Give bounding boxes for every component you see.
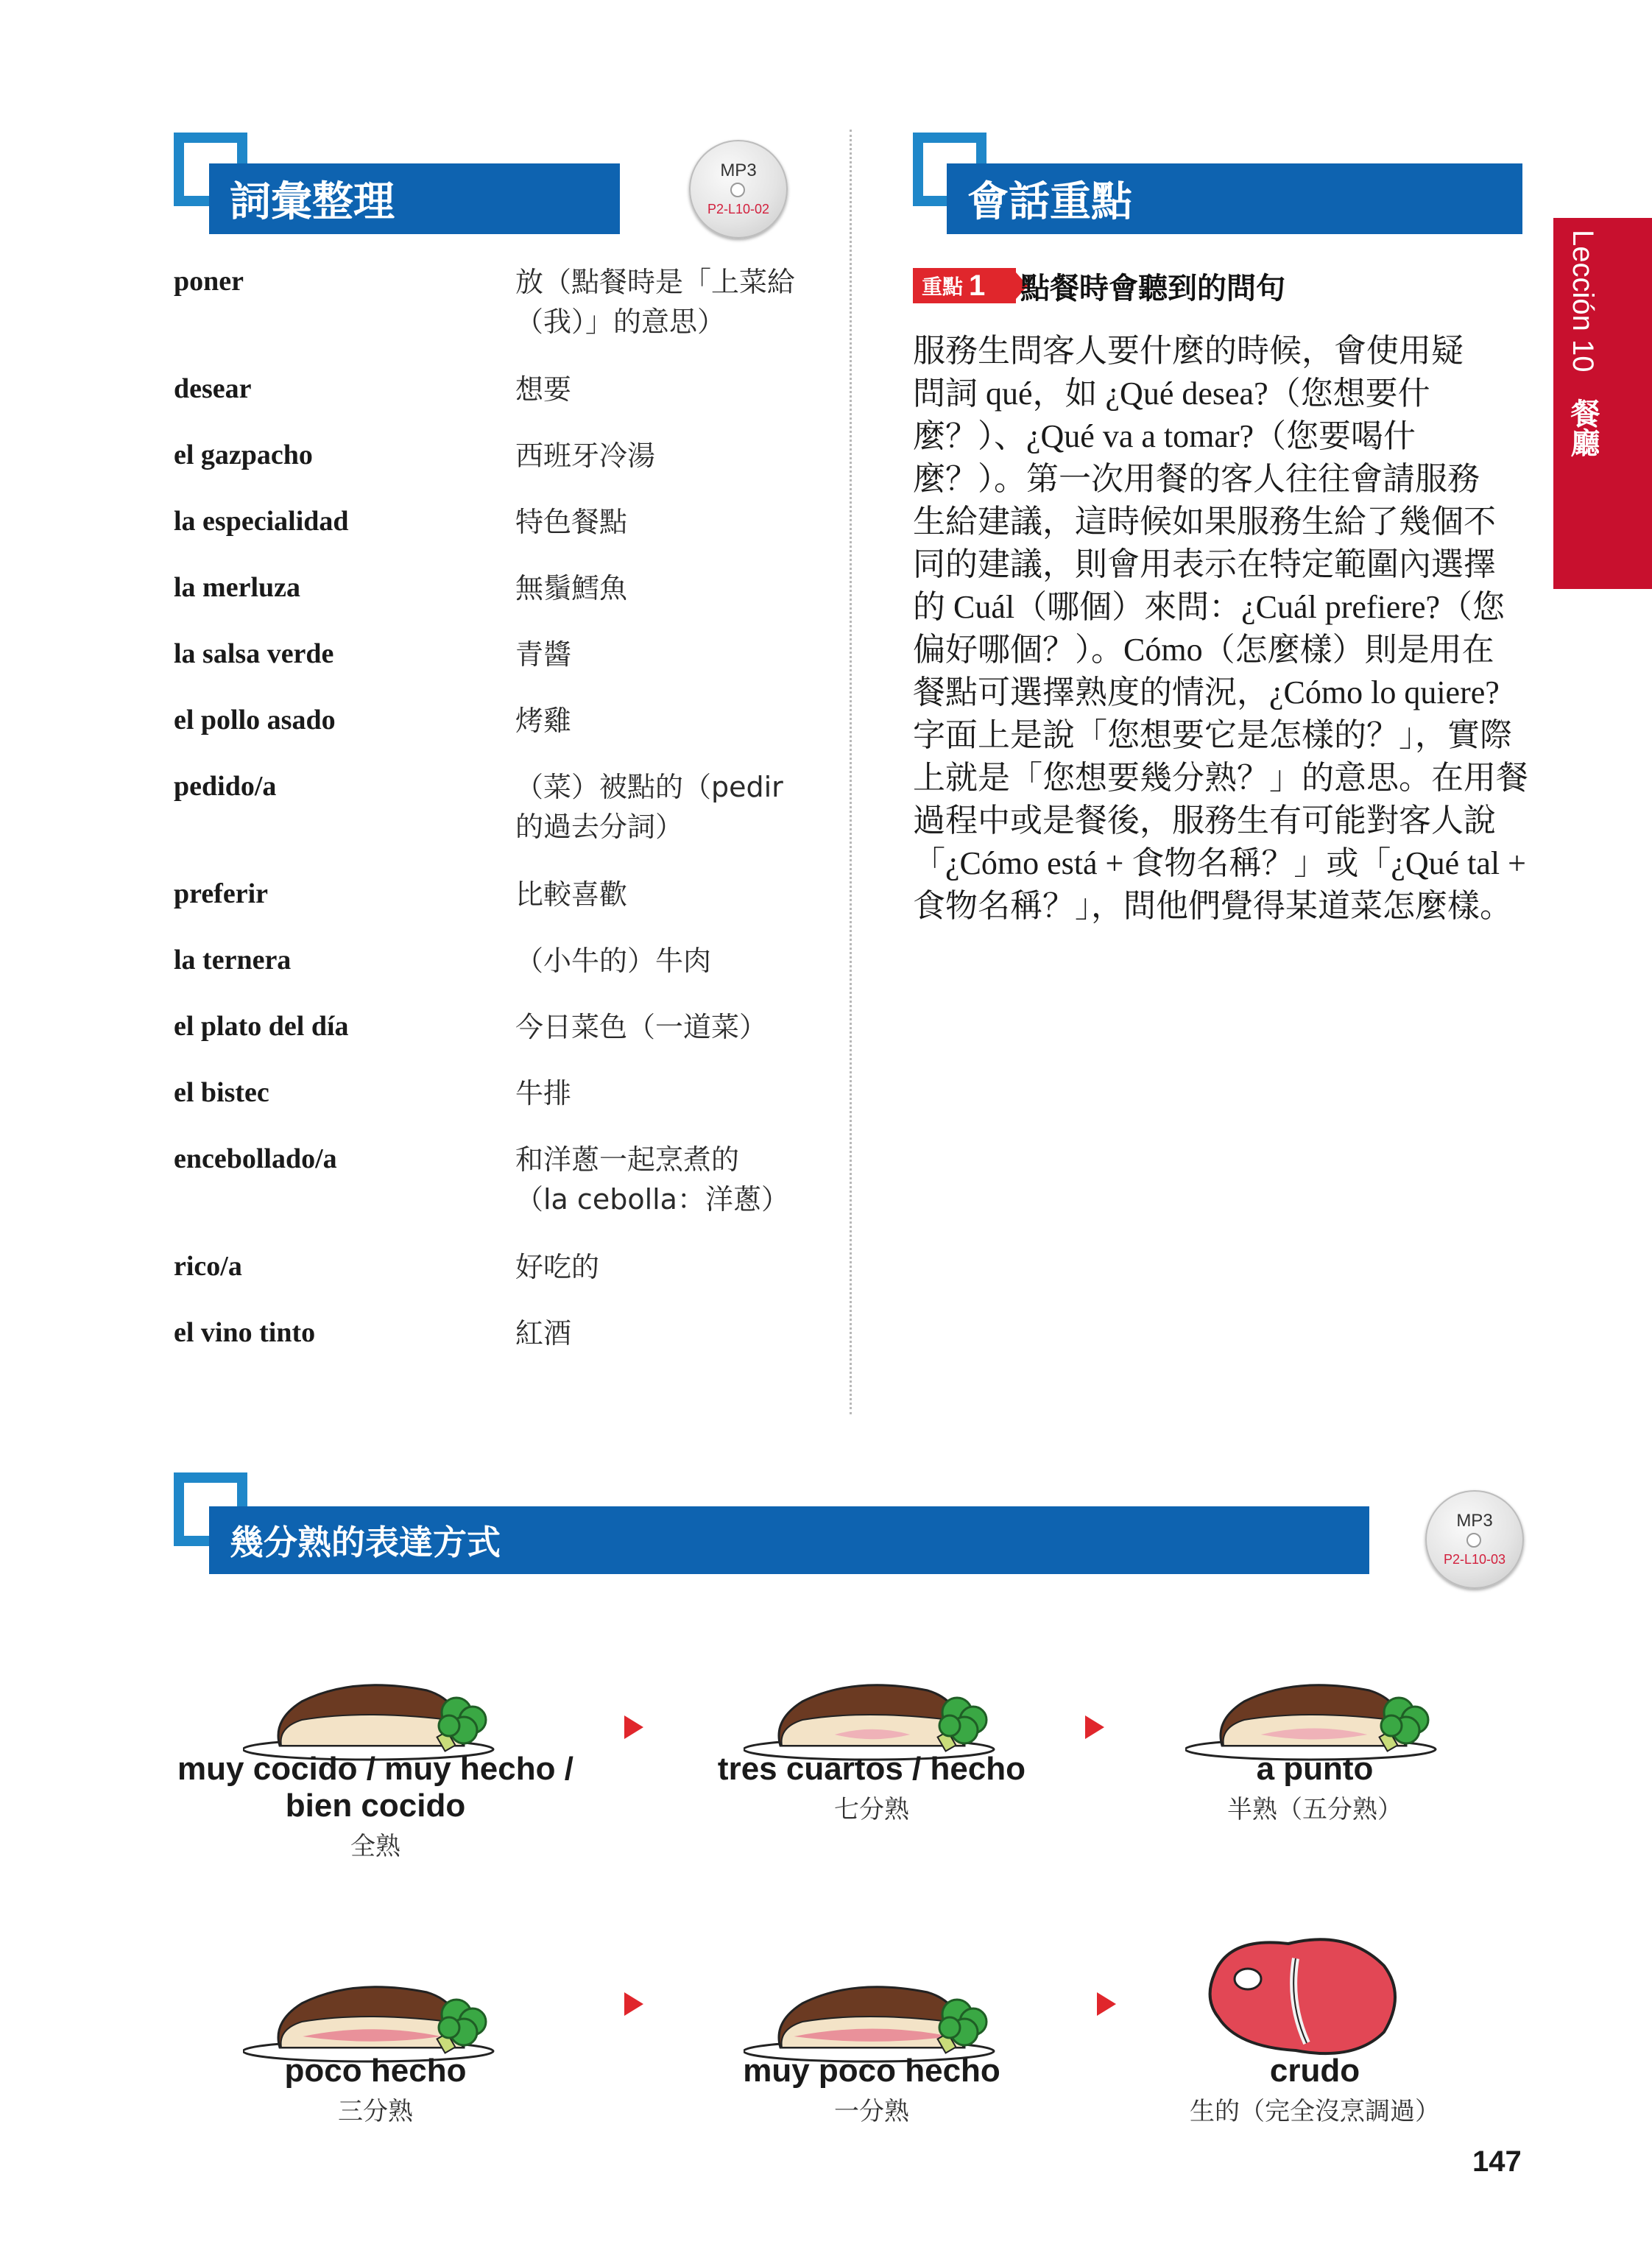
vocab-term: encebollado/a xyxy=(174,1143,337,1174)
disc-icon xyxy=(730,183,745,197)
mp3-badge-doneness[interactable] xyxy=(1425,1490,1524,1589)
vocab-section-title xyxy=(209,163,620,234)
vocab-section-title-text: 詞彙整理 xyxy=(230,178,395,226)
steak-raw-icon xyxy=(1185,1914,1450,2061)
lesson-number: Lección 10 xyxy=(1567,230,1599,373)
doneness-term: a punto xyxy=(1256,1751,1374,1787)
body-line: 問詞 qué，如 ¿Qué desea?（您想要什 xyxy=(913,375,1430,412)
lesson-side-tab xyxy=(1553,218,1652,589)
vocab-meaning-line: 今日菜色（一道菜） xyxy=(515,1011,768,1043)
vocab-meaning xyxy=(515,502,839,542)
arrow-right-icon xyxy=(624,1715,643,1739)
vocab-meaning-line: 好吃的 xyxy=(515,1251,600,1283)
lesson-topic: 餐廳 xyxy=(1566,398,1600,457)
doneness-meaning: 三分熟 xyxy=(338,2097,413,2126)
vocab-meaning xyxy=(515,370,839,409)
vocab-term: el vino tinto xyxy=(174,1317,316,1348)
body-line: 偏好哪個？）。Cómo（怎麼樣）則是用在 xyxy=(913,632,1494,668)
body-line: 的 Cuál（哪個）來問：¿Cuál prefiere?（您 xyxy=(913,589,1505,625)
vocab-term: el plato del día xyxy=(174,1011,349,1042)
body-line: 上就是「您想要幾分熟？」的意思。在用餐 xyxy=(913,760,1528,796)
vocab-meaning xyxy=(515,941,839,981)
arrow-right-icon xyxy=(624,1992,643,2016)
doneness-meaning: 全熟 xyxy=(350,1832,400,1861)
column-divider xyxy=(850,130,852,1414)
mp3-track-code: P2-L10-02 xyxy=(707,202,770,216)
keypoint-badge xyxy=(913,268,1016,303)
body-line: 生給建議，這時候如果服務生給了幾個不 xyxy=(913,504,1496,540)
vocab-meaning xyxy=(515,1313,839,1353)
vocab-meaning xyxy=(515,701,839,741)
vocab-term: el bistec xyxy=(174,1077,269,1108)
doneness-meaning: 七分熟 xyxy=(834,1795,909,1824)
vocab-meaning-line: 的過去分詞） xyxy=(515,811,684,843)
vocab-meaning-line: 和洋蔥一起烹煮的 xyxy=(515,1143,740,1176)
vocab-meaning-line: 西班牙冷湯 xyxy=(515,440,656,472)
keypoint-title: 點餐時會聽到的問句 xyxy=(1020,272,1285,306)
vocab-meaning-line: 放（點餐時是「上菜給 xyxy=(515,266,796,298)
mp3-track-code: P2-L10-03 xyxy=(1443,1552,1506,1567)
doneness-term-line: bien cocido xyxy=(285,1788,466,1824)
mp3-label: MP3 xyxy=(720,161,757,180)
doneness-term xyxy=(155,1751,596,1824)
vocab-meaning xyxy=(515,262,839,342)
vocab-term: el gazpacho xyxy=(174,440,313,470)
vocab-meaning-line: 想要 xyxy=(515,373,572,406)
vocab-meaning xyxy=(515,635,839,674)
body-line: 同的建議，則會用表示在特定範圍內選擇 xyxy=(913,546,1496,582)
body-line: 過程中或是餐後，服務生有可能對客人說 xyxy=(913,803,1496,839)
vocab-term: la especialidad xyxy=(174,506,349,537)
vocab-meaning xyxy=(515,1247,839,1287)
doneness-meaning: 半熟（五分熟） xyxy=(1227,1795,1402,1824)
doneness-term-line: muy cocido / muy hecho / xyxy=(177,1751,573,1787)
doneness-term: tres cuartos / hecho xyxy=(717,1751,1026,1787)
doneness-term: crudo xyxy=(1269,2053,1360,2089)
body-line: 「¿Cómo está + 食物名稱？」或「¿Qué tal + xyxy=(913,845,1526,881)
vocab-meaning xyxy=(515,875,839,914)
vocab-meaning xyxy=(515,1007,839,1047)
vocab-meaning-line: 青醬 xyxy=(515,638,572,671)
arrow-right-icon xyxy=(1097,1992,1116,2016)
mp3-badge-vocab[interactable] xyxy=(689,140,788,239)
mp3-label: MP3 xyxy=(1456,1511,1493,1531)
vocab-term: pedido/a xyxy=(174,771,277,802)
vocab-meaning-line: 牛排 xyxy=(515,1077,572,1110)
vocab-meaning xyxy=(515,568,839,608)
vocab-meaning-line: 紅酒 xyxy=(515,1317,572,1350)
body-line: 食物名稱？」，問他們覺得某道菜怎麼樣。 xyxy=(913,888,1512,924)
keypoint-badge-label: 重點 xyxy=(922,275,964,299)
vocab-term: poner xyxy=(174,266,244,297)
vocab-term: rico/a xyxy=(174,1251,242,1282)
vocab-meaning xyxy=(515,1140,839,1219)
arrow-right-icon xyxy=(1085,1715,1104,1739)
vocab-meaning-line: 烤雞 xyxy=(515,705,572,737)
vocab-meaning xyxy=(515,1073,839,1113)
vocab-term: desear xyxy=(174,373,252,404)
body-line: 麼？）。第一次用餐的客人往往會請服務 xyxy=(913,461,1480,497)
dialogue-section-title-text: 會話重點 xyxy=(967,178,1132,226)
dialogue-section-title xyxy=(947,163,1522,234)
doneness-section-title-text: 幾分熟的表達方式 xyxy=(230,1523,501,1562)
vocab-term: la salsa verde xyxy=(174,638,334,669)
vocab-term: la merluza xyxy=(174,572,301,603)
vocab-term: preferir xyxy=(174,878,268,909)
body-line: 餐點可選擇熟度的情況，¿Cómo lo quiere? xyxy=(913,674,1500,710)
doneness-term: poco hecho xyxy=(284,2053,467,2089)
vocab-term: el pollo asado xyxy=(174,705,336,736)
doneness-term: muy poco hecho xyxy=(743,2053,1000,2089)
vocab-meaning-line: 比較喜歡 xyxy=(515,878,628,911)
vocab-meaning-line: （小牛的）牛肉 xyxy=(515,945,712,977)
page-number: 147 xyxy=(1472,2145,1522,2178)
vocab-meaning-line: （菜）被點的（pedir xyxy=(515,771,783,803)
body-line: 服務生問客人要什麼的時候，會使用疑 xyxy=(913,333,1464,369)
disc-icon xyxy=(1466,1533,1481,1548)
body-line: 麼？）、¿Qué va a tomar?（您要喝什 xyxy=(913,418,1416,454)
vocab-meaning-line: 特色餐點 xyxy=(515,506,628,538)
vocab-meaning xyxy=(515,436,839,476)
vocab-meaning-line: （la cebolla：洋蔥） xyxy=(515,1183,789,1216)
body-line: 字面上是說「您想要它是怎樣的？」，實際 xyxy=(913,717,1512,753)
keypoint-number: 1 xyxy=(969,269,986,302)
vocab-meaning-line: 無鬚鱈魚 xyxy=(515,572,628,604)
vocab-meaning xyxy=(515,767,839,847)
doneness-section-title xyxy=(209,1506,1369,1574)
doneness-meaning: 一分熟 xyxy=(834,2097,909,2126)
vocab-meaning-line: （我）」的意思） xyxy=(515,306,726,338)
vocab-term: la ternera xyxy=(174,945,292,976)
doneness-meaning: 生的（完全沒烹調過） xyxy=(1190,2097,1440,2126)
